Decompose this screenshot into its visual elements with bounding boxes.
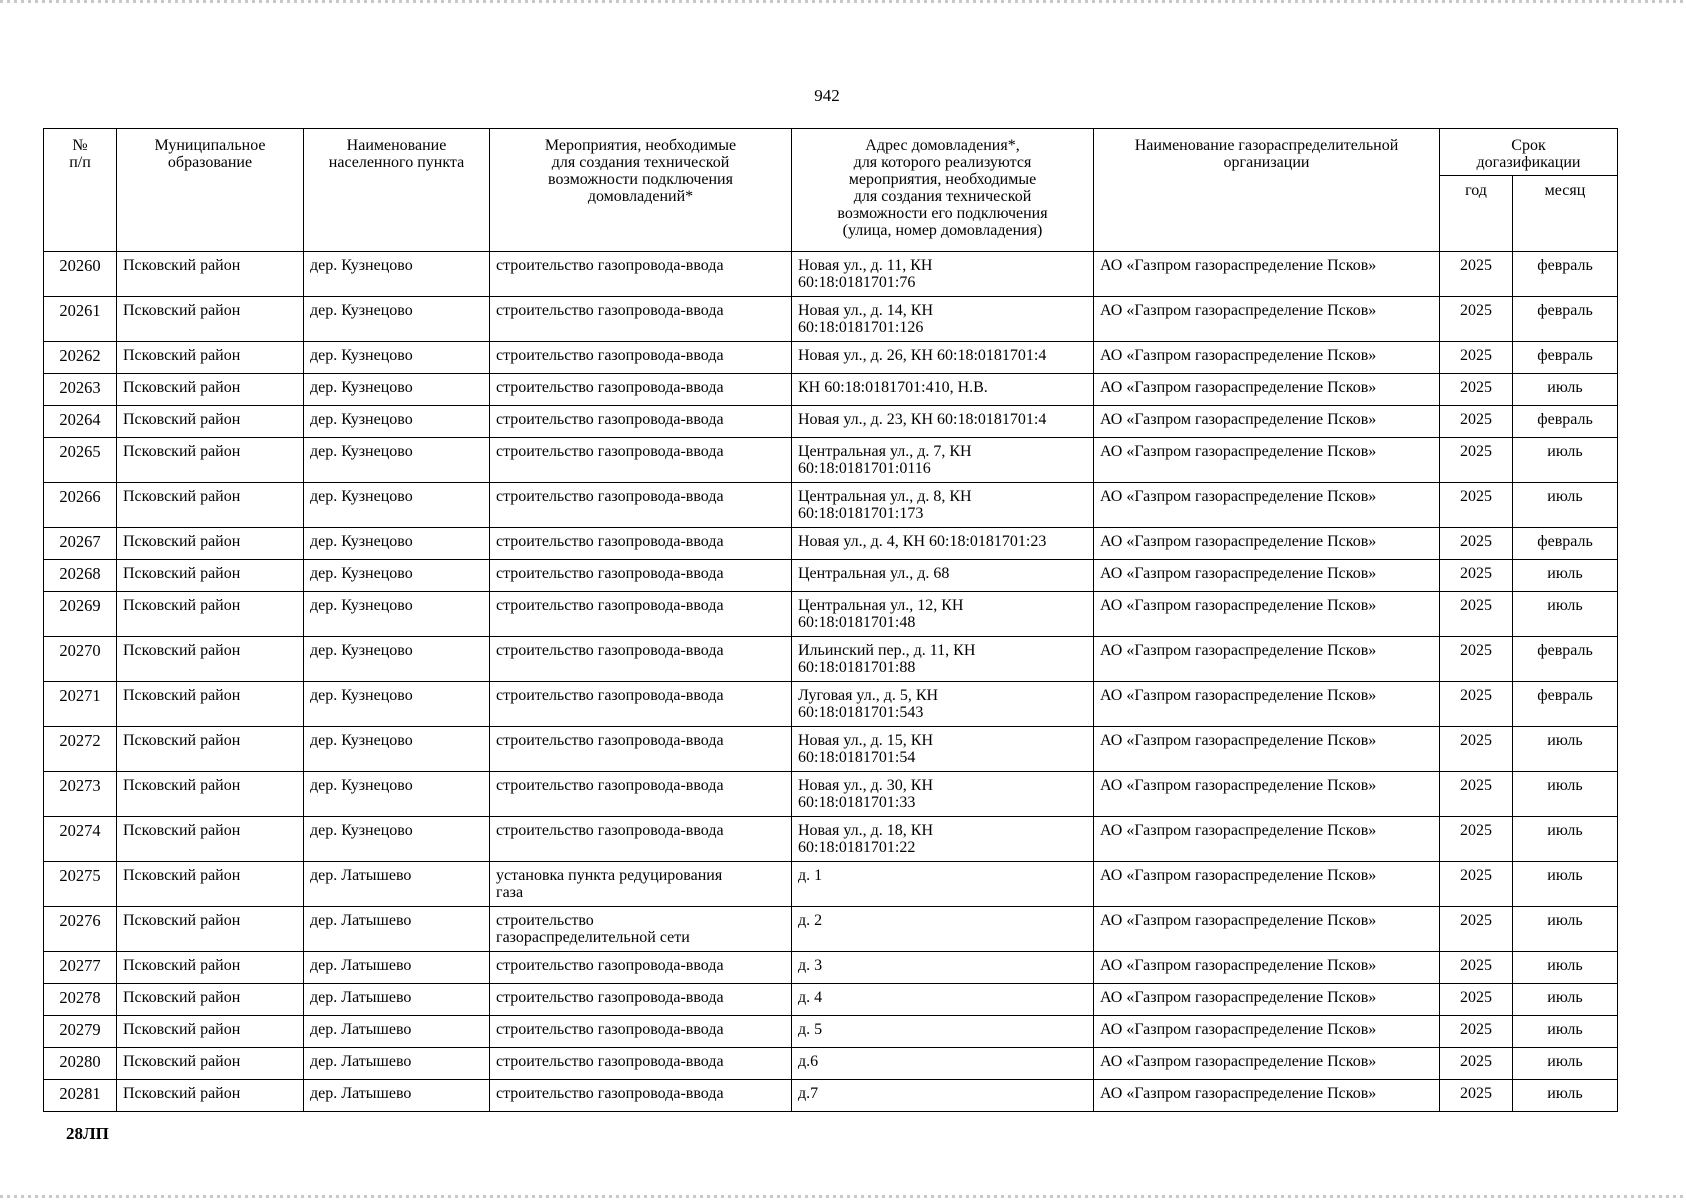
cell-measure: строительство газопровода-ввода bbox=[490, 406, 792, 438]
cell-address: Новая ул., д. 15, КН 60:18:0181701:54 bbox=[792, 727, 1094, 772]
cell-measure: строительство газопровода-ввода bbox=[490, 592, 792, 637]
footer-code: 28ЛП bbox=[66, 1124, 109, 1143]
cell-settlement: дер. Кузнецово bbox=[304, 560, 490, 592]
cell-organization: АО «Газпром газораспределение Псков» bbox=[1094, 682, 1440, 727]
cell-month: февраль bbox=[1513, 297, 1618, 342]
cell-organization: АО «Газпром газораспределение Псков» bbox=[1094, 342, 1440, 374]
cell-month: июль bbox=[1513, 1080, 1618, 1112]
cell-municipality: Псковский район bbox=[117, 984, 304, 1016]
cell-address: Новая ул., д. 23, КН 60:18:0181701:4 bbox=[792, 406, 1094, 438]
cell-num: 20264 bbox=[44, 406, 117, 438]
header-num: № п/п bbox=[44, 129, 117, 252]
cell-year: 2025 bbox=[1440, 952, 1513, 984]
cell-num: 20272 bbox=[44, 727, 117, 772]
cell-address: Новая ул., д. 4, КН 60:18:0181701:23 bbox=[792, 528, 1094, 560]
cell-num: 20276 bbox=[44, 907, 117, 952]
cell-municipality: Псковский район bbox=[117, 374, 304, 406]
cell-measure: строительство газопровода-ввода bbox=[490, 1016, 792, 1048]
cell-address: Центральная ул., д. 7, КН 60:18:0181701:0116 bbox=[792, 438, 1094, 483]
gasification-table bbox=[43, 128, 1618, 1112]
cell-organization: АО «Газпром газораспределение Псков» bbox=[1094, 297, 1440, 342]
cell-address: д. 3 bbox=[792, 952, 1094, 984]
cell-num: 20267 bbox=[44, 528, 117, 560]
cell-organization: АО «Газпром газораспределение Псков» bbox=[1094, 637, 1440, 682]
cell-municipality: Псковский район bbox=[117, 342, 304, 374]
header-year: год bbox=[1440, 176, 1513, 252]
cell-num: 20281 bbox=[44, 1080, 117, 1112]
cell-num: 20279 bbox=[44, 1016, 117, 1048]
cell-year: 2025 bbox=[1440, 1080, 1513, 1112]
cell-num: 20278 bbox=[44, 984, 117, 1016]
page-number: 942 bbox=[814, 86, 840, 105]
cell-month: июль bbox=[1513, 438, 1618, 483]
cell-measure: строительство газопровода-ввода bbox=[490, 682, 792, 727]
table-row bbox=[44, 438, 1618, 483]
cell-address: д.6 bbox=[792, 1048, 1094, 1080]
cell-num: 20273 bbox=[44, 772, 117, 817]
cell-year: 2025 bbox=[1440, 374, 1513, 406]
cell-address: д. 2 bbox=[792, 907, 1094, 952]
cell-month: июль bbox=[1513, 907, 1618, 952]
cell-settlement: дер. Кузнецово bbox=[304, 406, 490, 438]
header-address: Адрес домовладения*, для которого реализуются мероприятия, необходимые для создания технической возможности его подключения (улица, номер домовладения) bbox=[792, 129, 1094, 252]
cell-address: д. 4 bbox=[792, 984, 1094, 1016]
cell-num: 20274 bbox=[44, 817, 117, 862]
header-settlement: Наименование населенного пункта bbox=[304, 129, 490, 252]
cell-measure: строительство газопровода-ввода bbox=[490, 342, 792, 374]
cell-month: июль bbox=[1513, 984, 1618, 1016]
cell-settlement: дер. Латышево bbox=[304, 1016, 490, 1048]
cell-num: 20280 bbox=[44, 1048, 117, 1080]
cell-measure: строительство газопровода-ввода bbox=[490, 1080, 792, 1112]
cell-measure: строительство газопровода-ввода bbox=[490, 297, 792, 342]
cell-num: 20266 bbox=[44, 483, 117, 528]
table-row bbox=[44, 817, 1618, 862]
table-row bbox=[44, 483, 1618, 528]
cell-municipality: Псковский район bbox=[117, 682, 304, 727]
cell-measure: строительство газопровода-ввода bbox=[490, 637, 792, 682]
cell-measure: установка пункта редуцирования газа bbox=[490, 862, 792, 907]
cell-settlement: дер. Латышево bbox=[304, 1080, 490, 1112]
cell-municipality: Псковский район bbox=[117, 297, 304, 342]
cell-year: 2025 bbox=[1440, 1048, 1513, 1080]
cell-municipality: Псковский район bbox=[117, 483, 304, 528]
cell-municipality: Псковский район bbox=[117, 1080, 304, 1112]
cell-month: июль bbox=[1513, 592, 1618, 637]
cell-month: февраль bbox=[1513, 528, 1618, 560]
table-row bbox=[44, 1048, 1618, 1080]
cell-address: д. 5 bbox=[792, 1016, 1094, 1048]
table-row bbox=[44, 907, 1618, 952]
cell-municipality: Псковский район bbox=[117, 560, 304, 592]
cell-year: 2025 bbox=[1440, 438, 1513, 483]
table-row bbox=[44, 952, 1618, 984]
cell-municipality: Псковский район bbox=[117, 727, 304, 772]
cell-settlement: дер. Кузнецово bbox=[304, 637, 490, 682]
cell-month: февраль bbox=[1513, 682, 1618, 727]
cell-settlement: дер. Кузнецово bbox=[304, 727, 490, 772]
cell-num: 20269 bbox=[44, 592, 117, 637]
cell-organization: АО «Газпром газораспределение Псков» bbox=[1094, 560, 1440, 592]
cell-address: д.7 bbox=[792, 1080, 1094, 1112]
cell-month: июль bbox=[1513, 374, 1618, 406]
header-row bbox=[44, 129, 1618, 176]
table-row bbox=[44, 297, 1618, 342]
cell-measure: строительство газопровода-ввода bbox=[490, 984, 792, 1016]
cell-measure: строительство газопровода-ввода bbox=[490, 374, 792, 406]
cell-organization: АО «Газпром газораспределение Псков» bbox=[1094, 483, 1440, 528]
cell-address: Центральная ул., 12, КН 60:18:0181701:48 bbox=[792, 592, 1094, 637]
cell-municipality: Псковский район bbox=[117, 252, 304, 297]
table-row bbox=[44, 772, 1618, 817]
header-deadline: Срок догазификации bbox=[1440, 129, 1618, 176]
cell-address: Новая ул., д. 26, КН 60:18:0181701:4 bbox=[792, 342, 1094, 374]
cell-municipality: Псковский район bbox=[117, 907, 304, 952]
cell-measure: строительство газопровода-ввода bbox=[490, 438, 792, 483]
cell-municipality: Псковский район bbox=[117, 772, 304, 817]
cell-settlement: дер. Кузнецово bbox=[304, 592, 490, 637]
cell-measure: строительство газопровода-ввода bbox=[490, 528, 792, 560]
cell-month: февраль bbox=[1513, 252, 1618, 297]
header-month: месяц bbox=[1513, 176, 1618, 252]
cell-month: февраль bbox=[1513, 637, 1618, 682]
cell-year: 2025 bbox=[1440, 862, 1513, 907]
cell-year: 2025 bbox=[1440, 406, 1513, 438]
cell-settlement: дер. Латышево bbox=[304, 984, 490, 1016]
cell-address: Новая ул., д. 14, КН 60:18:0181701:126 bbox=[792, 297, 1094, 342]
cell-organization: АО «Газпром газораспределение Псков» bbox=[1094, 817, 1440, 862]
cell-organization: АО «Газпром газораспределение Псков» bbox=[1094, 252, 1440, 297]
cell-organization: АО «Газпром газораспределение Псков» bbox=[1094, 528, 1440, 560]
table-row bbox=[44, 592, 1618, 637]
cell-settlement: дер. Кузнецово bbox=[304, 297, 490, 342]
cell-year: 2025 bbox=[1440, 1016, 1513, 1048]
cell-settlement: дер. Кузнецово bbox=[304, 374, 490, 406]
cell-measure: строительство газопровода-ввода bbox=[490, 772, 792, 817]
cell-year: 2025 bbox=[1440, 984, 1513, 1016]
table-row bbox=[44, 984, 1618, 1016]
cell-num: 20260 bbox=[44, 252, 117, 297]
cell-num: 20262 bbox=[44, 342, 117, 374]
cell-num: 20265 bbox=[44, 438, 117, 483]
scan-edge-top bbox=[0, 0, 1686, 3]
table-row bbox=[44, 252, 1618, 297]
cell-num: 20270 bbox=[44, 637, 117, 682]
header-measures: Мероприятия, необходимые для создания технической возможности подключения домовладений* bbox=[490, 129, 792, 252]
cell-measure: строительство газопровода-ввода bbox=[490, 727, 792, 772]
cell-measure: строительство газопровода-ввода bbox=[490, 952, 792, 984]
cell-num: 20263 bbox=[44, 374, 117, 406]
cell-organization: АО «Газпром газораспределение Псков» bbox=[1094, 727, 1440, 772]
cell-year: 2025 bbox=[1440, 297, 1513, 342]
cell-address: д. 1 bbox=[792, 862, 1094, 907]
cell-settlement: дер. Кузнецово bbox=[304, 528, 490, 560]
cell-organization: АО «Газпром газораспределение Псков» bbox=[1094, 438, 1440, 483]
table-row bbox=[44, 682, 1618, 727]
cell-organization: АО «Газпром газораспределение Псков» bbox=[1094, 1048, 1440, 1080]
cell-month: июль bbox=[1513, 1048, 1618, 1080]
table-row bbox=[44, 1080, 1618, 1112]
cell-measure: строительство газопровода-ввода bbox=[490, 1048, 792, 1080]
table-row bbox=[44, 862, 1618, 907]
cell-municipality: Псковский район bbox=[117, 406, 304, 438]
cell-organization: АО «Газпром газораспределение Псков» bbox=[1094, 1080, 1440, 1112]
cell-month: июль bbox=[1513, 560, 1618, 592]
cell-municipality: Псковский район bbox=[117, 438, 304, 483]
table-row bbox=[44, 560, 1618, 592]
cell-organization: АО «Газпром газораспределение Псков» bbox=[1094, 406, 1440, 438]
cell-municipality: Псковский район bbox=[117, 637, 304, 682]
cell-settlement: дер. Кузнецово bbox=[304, 817, 490, 862]
cell-year: 2025 bbox=[1440, 637, 1513, 682]
cell-organization: АО «Газпром газораспределение Псков» bbox=[1094, 772, 1440, 817]
cell-month: июль bbox=[1513, 1016, 1618, 1048]
cell-organization: АО «Газпром газораспределение Псков» bbox=[1094, 374, 1440, 406]
cell-year: 2025 bbox=[1440, 592, 1513, 637]
cell-municipality: Псковский район bbox=[117, 1048, 304, 1080]
cell-month: июль bbox=[1513, 862, 1618, 907]
cell-address: КН 60:18:0181701:410, Н.В. bbox=[792, 374, 1094, 406]
cell-settlement: дер. Латышево bbox=[304, 862, 490, 907]
cell-month: июль bbox=[1513, 817, 1618, 862]
table-row bbox=[44, 406, 1618, 438]
cell-year: 2025 bbox=[1440, 772, 1513, 817]
cell-measure: строительство газопровода-ввода bbox=[490, 252, 792, 297]
cell-address: Центральная ул., д. 8, КН 60:18:0181701:173 bbox=[792, 483, 1094, 528]
table-row bbox=[44, 637, 1618, 682]
table-row bbox=[44, 374, 1618, 406]
cell-year: 2025 bbox=[1440, 528, 1513, 560]
cell-year: 2025 bbox=[1440, 907, 1513, 952]
cell-settlement: дер. Кузнецово bbox=[304, 772, 490, 817]
cell-settlement: дер. Кузнецово bbox=[304, 342, 490, 374]
cell-month: июль bbox=[1513, 727, 1618, 772]
cell-address: Луговая ул., д. 5, КН 60:18:0181701:543 bbox=[792, 682, 1094, 727]
cell-address: Центральная ул., д. 68 bbox=[792, 560, 1094, 592]
cell-month: февраль bbox=[1513, 406, 1618, 438]
cell-month: февраль bbox=[1513, 342, 1618, 374]
cell-num: 20275 bbox=[44, 862, 117, 907]
scan-edge-bottom bbox=[0, 1195, 1686, 1198]
cell-organization: АО «Газпром газораспределение Псков» bbox=[1094, 907, 1440, 952]
cell-municipality: Псковский район bbox=[117, 1016, 304, 1048]
cell-year: 2025 bbox=[1440, 682, 1513, 727]
cell-year: 2025 bbox=[1440, 342, 1513, 374]
cell-year: 2025 bbox=[1440, 483, 1513, 528]
cell-settlement: дер. Латышево bbox=[304, 907, 490, 952]
cell-municipality: Псковский район bbox=[117, 952, 304, 984]
cell-num: 20268 bbox=[44, 560, 117, 592]
cell-num: 20261 bbox=[44, 297, 117, 342]
cell-organization: АО «Газпром газораспределение Псков» bbox=[1094, 984, 1440, 1016]
cell-settlement: дер. Кузнецово bbox=[304, 252, 490, 297]
cell-municipality: Псковский район bbox=[117, 862, 304, 907]
cell-municipality: Псковский район bbox=[117, 817, 304, 862]
table-row bbox=[44, 1016, 1618, 1048]
cell-municipality: Псковский район bbox=[117, 528, 304, 560]
cell-month: июль bbox=[1513, 952, 1618, 984]
cell-settlement: дер. Кузнецово bbox=[304, 682, 490, 727]
cell-address: Новая ул., д. 30, КН 60:18:0181701:33 bbox=[792, 772, 1094, 817]
cell-year: 2025 bbox=[1440, 817, 1513, 862]
cell-measure: строительство газопровода-ввода bbox=[490, 483, 792, 528]
cell-organization: АО «Газпром газораспределение Псков» bbox=[1094, 952, 1440, 984]
cell-num: 20277 bbox=[44, 952, 117, 984]
table-body bbox=[44, 252, 1618, 1112]
cell-organization: АО «Газпром газораспределение Псков» bbox=[1094, 592, 1440, 637]
table-row bbox=[44, 528, 1618, 560]
table-row bbox=[44, 727, 1618, 772]
cell-measure: строительство газораспределительной сети bbox=[490, 907, 792, 952]
cell-month: июль bbox=[1513, 483, 1618, 528]
cell-month: июль bbox=[1513, 772, 1618, 817]
cell-address: Ильинский пер., д. 11, КН 60:18:0181701:88 bbox=[792, 637, 1094, 682]
header-organization: Наименование газораспределительной организации bbox=[1094, 129, 1440, 252]
header-municipality: Муниципальное образование bbox=[117, 129, 304, 252]
cell-settlement: дер. Латышево bbox=[304, 1048, 490, 1080]
cell-num: 20271 bbox=[44, 682, 117, 727]
cell-organization: АО «Газпром газораспределение Псков» bbox=[1094, 862, 1440, 907]
cell-measure: строительство газопровода-ввода bbox=[490, 817, 792, 862]
table-row bbox=[44, 342, 1618, 374]
cell-settlement: дер. Латышево bbox=[304, 952, 490, 984]
cell-measure: строительство газопровода-ввода bbox=[490, 560, 792, 592]
cell-year: 2025 bbox=[1440, 252, 1513, 297]
cell-address: Новая ул., д. 18, КН 60:18:0181701:22 bbox=[792, 817, 1094, 862]
cell-municipality: Псковский район bbox=[117, 592, 304, 637]
cell-organization: АО «Газпром газораспределение Псков» bbox=[1094, 1016, 1440, 1048]
cell-year: 2025 bbox=[1440, 727, 1513, 772]
cell-settlement: дер. Кузнецово bbox=[304, 438, 490, 483]
cell-address: Новая ул., д. 11, КН 60:18:0181701:76 bbox=[792, 252, 1094, 297]
cell-settlement: дер. Кузнецово bbox=[304, 483, 490, 528]
cell-year: 2025 bbox=[1440, 560, 1513, 592]
